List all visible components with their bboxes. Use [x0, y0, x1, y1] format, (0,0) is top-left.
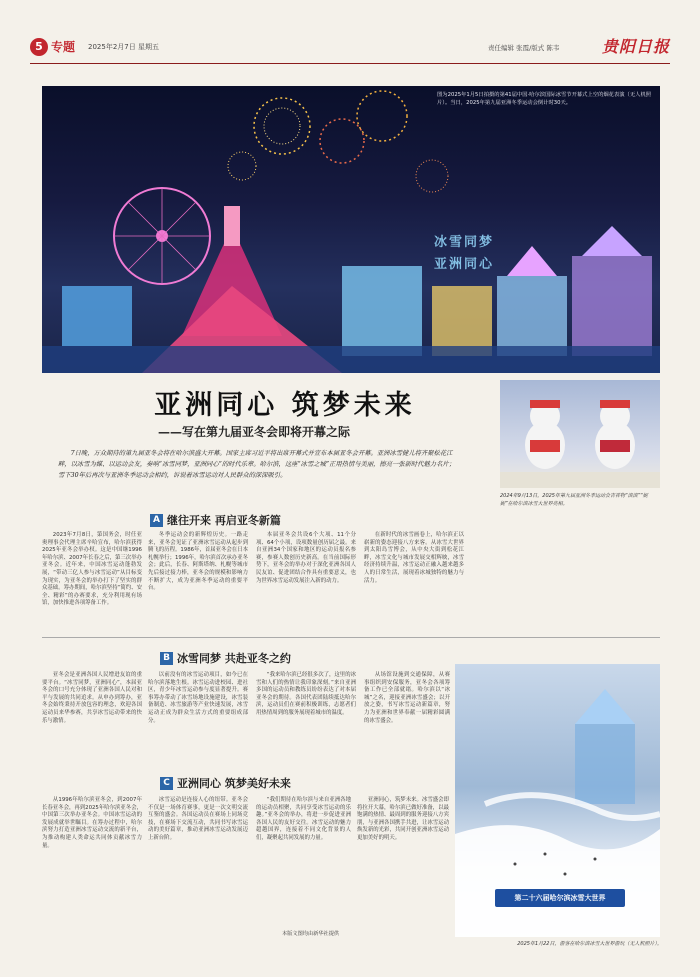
section-c-letter: C — [160, 777, 173, 790]
hero-caption: 图为2025年1月5日拍摄的第41届中国·哈尔滨国际冰雪节开幕式上空的烟花表演（无人机照片）。当日，2025年第九届亚洲冬季运动会倒计时30天。 — [437, 92, 652, 106]
section-a-col-1 — [42, 532, 142, 662]
issue-date: 2025年2月7日 星期五 — [88, 43, 159, 51]
sub-headline: ——写在第九届亚冬会即将开幕之际 — [158, 425, 351, 439]
section-b-col-2 — [148, 672, 248, 772]
page-number: 5 — [30, 38, 48, 56]
mascot-illustration — [500, 380, 660, 488]
section-c-col-1 — [42, 797, 142, 925]
winter-photo-caption: 2025年1月22日，游客在哈尔滨冰雪大世界游玩（无人机照片）。 — [517, 941, 662, 947]
section-c-title: 亚洲同心 筑梦美好未来 — [177, 777, 291, 790]
ice-buildings — [42, 226, 660, 373]
section-c-text-3: “我们期待在哈尔滨与来自亚洲各地的运动员相聚，共同享受冰雪运动的乐趣。”亚冬会的举办，将进一步促进亚洲各国人民的友好交往。冰雪运动的魅力超越国界，连接着不同文化背景的人们，凝聚起共同发展的力量。 — [256, 797, 351, 841]
section-b-text-4: 从场馆设施到交通保障，从赛事组织到安保服务，亚冬会各项筹备工作已全部就绪。哈尔滨以“冰城”之名，迎接亚洲冰雪盛会；以开放之姿，书写冰雪运动新篇章，努力为亚洲和世界奉献一届精彩圆满的冰雪盛会。 — [364, 672, 450, 724]
section-b-col-3 — [256, 672, 356, 772]
section-b-heading — [160, 650, 291, 666]
section-a-col-4 — [364, 532, 464, 662]
section-b-col-4 — [364, 672, 450, 772]
winter-world-photo — [455, 664, 660, 937]
section-b-col-1 — [42, 672, 142, 772]
drone-text-line-2: 亚洲同心 — [434, 257, 495, 272]
section-a-title: 继往开来 再启亚冬新篇 — [167, 514, 281, 527]
drone-light-text — [434, 232, 494, 276]
mascot-photo — [500, 380, 660, 488]
section-b-title: 冰雪同梦 共赴亚冬之约 — [177, 652, 291, 665]
section-c-text-4: 亚洲同心，筑梦未来。冰雪盛会即将拉开大幕，哈尔滨已做好准备，以最饱满的热情、最周到的服务迎接八方宾朋，与亚洲各国携手共进，让冰雪运动焕发新的光彩，共同开创亚洲冰雪运动更加美好的明天。 — [357, 797, 449, 841]
section-a-heading — [150, 512, 281, 528]
section-a-text-1: 2023年7月8日，第国务会，时任亚奥理事会代理主席辛哈宣布，哈尔滨获得2025年亚冬会举办权。这是中国继1996年哈尔滨、2007年长春之后，第三次举办亚冬会。近年来，中国冰雪运动蓬勃发展，“带动三亿人参与冰雪运动”从目标变为现实，为亚冬会的举办打下了坚实的群众基础。筹办期间，哈尔滨坚持“简约、安全、精彩”的办赛要求，充分利用现有场馆，加快推进各项筹备工作。 — [42, 532, 142, 607]
section-c-col-2 — [148, 797, 248, 925]
section-a-text-2: 冬季运动会的新辉煌历史。一路走来，亚冬会见证了亚洲冰雪运动从起步到腾飞的历程。1986年，首届亚冬会在日本札幌举行；1996年，哈尔滨首次承办亚冬会；此后，长春、阿斯塔纳、札幌等城市先后接过接力棒，亚冬会的规模和影响力不断扩大，成为亚洲冬季运动的重要平台。 — [148, 532, 248, 592]
editor-credits: 责任编辑 张霞/版式 陈韦 — [488, 44, 560, 52]
section-c-col-3 — [256, 797, 351, 925]
section-c-heading — [160, 775, 291, 791]
section-b-text-3: “我来哈尔滨已经很多次了，这里的冰雪和人们的热情让我印象深刻。”来自亚洲多国的运动员和教练员纷纷表达了对本届亚冬会的期待。各国代表团陆续抵达哈尔滨，运动员们在赛前积极训练，志愿者们用热情周到的服务展现着城市的温度。 — [256, 672, 356, 716]
section-a-letter: A — [150, 514, 163, 527]
section-a-col-2 — [148, 532, 248, 662]
ice-city-night-scene — [42, 86, 660, 373]
section-label: 专题 — [51, 40, 76, 54]
section-a-col-3 — [256, 532, 356, 662]
newspaper-logo: 贵阳日报 — [601, 37, 670, 56]
section-c-text-1: 从1996年哈尔滨亚冬会，到2007年长春亚冬会，再到2025年哈尔滨亚冬会，中国第三次举办亚冬会。中国冰雪运动的发展成就举世瞩目。在筹办过程中，哈尔滨努力打造亚洲冰雪运动交流的新平台，为推动构建人类命运共同体贡献冰雪力量。 — [42, 797, 142, 849]
drone-text-line-1: 冰雪同梦 — [434, 235, 495, 250]
section-a-text-3: 本届亚冬会共设6个大项、11个分项、64个小项，设项数量创历届之最。来自亚洲34个国家和地区的运动员报名参赛，参赛人数创历史新高。在当前国际形势下，亚冬会的举办对于深化亚洲各国人民友谊、促进团结合作具有重要意义，也为世界冰雪运动发展注入新的动力。 — [256, 532, 356, 584]
section-b-text-2: 以前没有的冰雪运动项目，如今已在哈尔滨落地生根。冰雪运动进校园、进社区，青少年冰雪运动参与度显著提升。赛事筹办带动了冰雪场地设施建设，冰雪装备制造、冰雪旅游等产业快速发展，冰雪运动正成为群众生活方式的重要组成部分。 — [148, 672, 248, 724]
source-note: 本版文图均由新华社提供 — [282, 931, 340, 937]
hero-photo — [42, 86, 660, 373]
section-a-text-4: 在新时代的冰雪画卷上，哈尔滨正以崭新的姿态迎接八方来客。从冰雪大世界到太阳岛雪博会，从中央大街到松花江畔，冰雪文化与城市发展交相辉映，冰雪经济持续升温，冰雪运动正融入越来越多人的日常生活，展现着冰城独特的魅力与活力。 — [364, 532, 464, 584]
firework-burst — [228, 91, 448, 192]
section-b-text-1: 亚冬会是亚洲各国人民增进友谊的重要平台。“冰雪同梦，亚洲同心”，本届亚冬会的口号充分体现了亚洲各国人民对和平与发展的共同追求。从申办到筹办，亚冬会始终秉持开放包容的理念，欢迎各国运动员来华参赛，共享冰雪运动带来的快乐与激情。 — [42, 672, 142, 724]
ice-world-banner: 第二十六届哈尔滨冰雪大世界 — [495, 889, 625, 907]
page-header — [30, 36, 670, 64]
section-c-text-2: 冰雪运动是连接人心的纽带。亚冬会不仅是一场体育赛事，更是一次文明交流互鉴的盛会。各国运动员在赛场上同场竞技，在赛场下交流互动，共同书写冰雪运动的美好篇章，推动亚洲冰雪运动发展迈上新台阶。 — [148, 797, 248, 841]
main-headline: 亚洲同心 筑梦未来 — [154, 390, 416, 421]
mascot-caption: 2024年9月13日，2025年第九届亚洲冬季运动会吉祥物“滨滨”“妮妮”在哈尔滨冰雪大世界亮相。 — [500, 493, 648, 507]
section-divider — [42, 637, 660, 638]
lead-paragraph: 7日晚，万众期待的第九届亚冬会将在哈尔滨盛大开幕。国家主席习近平将出席开幕式并宣布本届亚冬会开幕。亚洲冰雪健儿将齐聚松花江畔，以冰雪为媒、以运动会友，奏响“冰雪同梦，亚洲同心”的时代乐章。哈尔滨，这座“冰雪之城”正用热情与美丽，擦亮一张新时代魅力名片；雪下30年后再次与亚洲冬季运动会相约，诉说着冰雪运动对人民群众的深深吸引。 — [58, 450, 455, 479]
section-c-col-4 — [357, 797, 449, 925]
ferris-wheel — [114, 188, 210, 284]
section-b-letter: B — [160, 652, 173, 665]
